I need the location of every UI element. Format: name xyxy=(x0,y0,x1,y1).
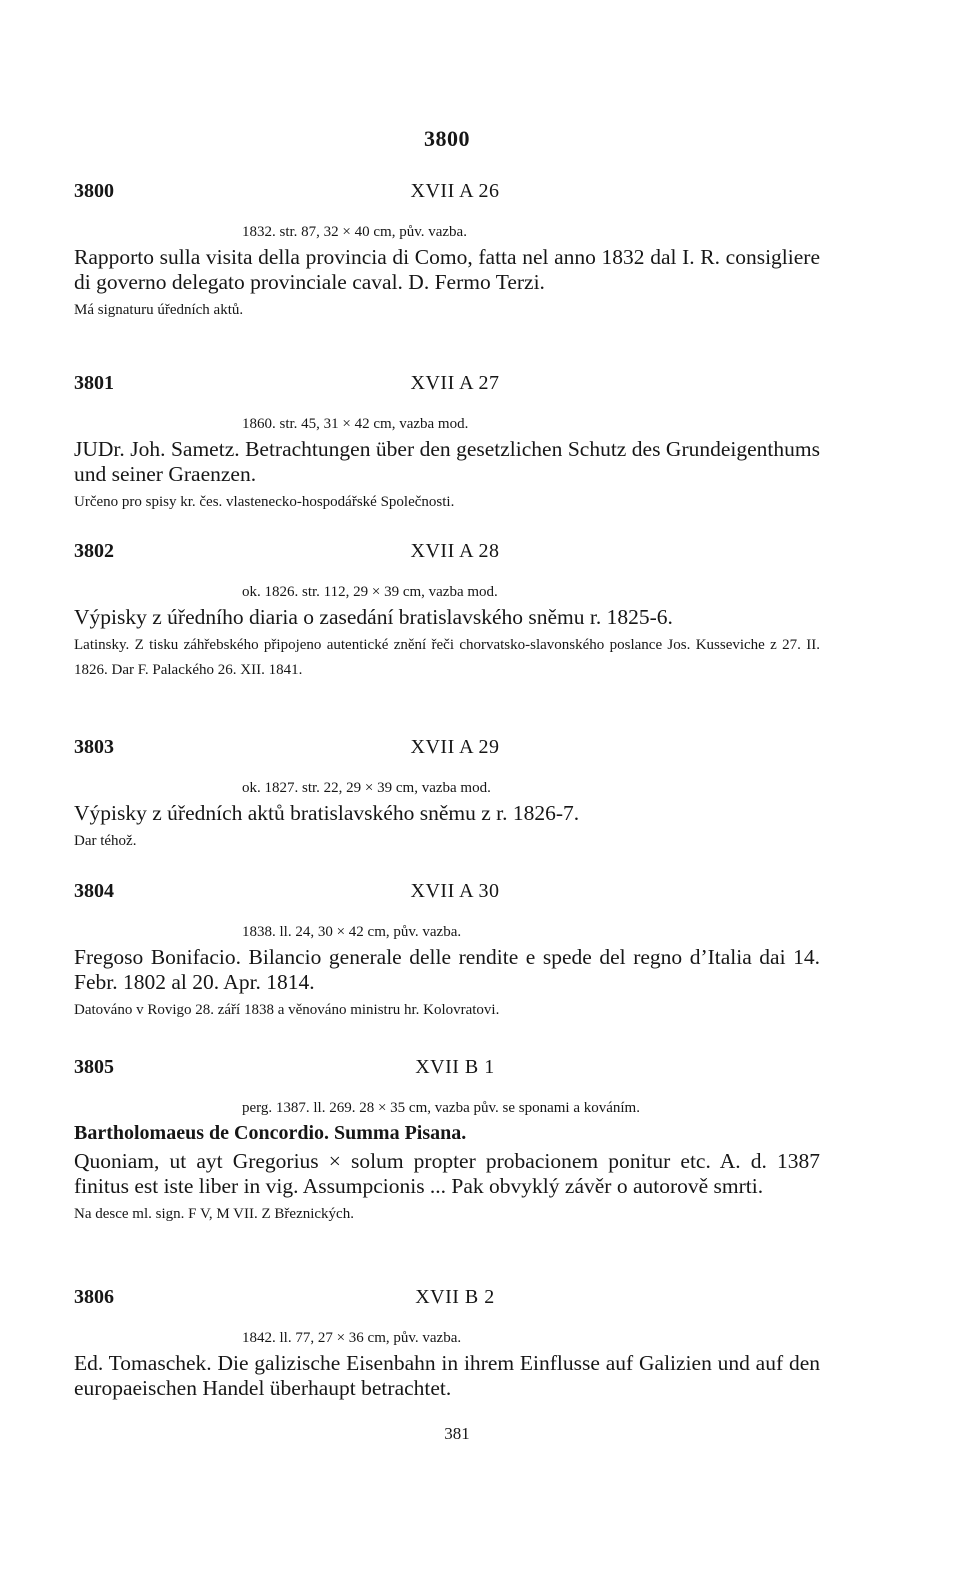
physical-description: 1842. ll. 77, 27 × 36 cm, pův. vazba. xyxy=(242,1330,462,1346)
entry-head xyxy=(74,1286,820,1316)
physical-description: ok. 1827. str. 22, 29 × 39 cm, vazba mod. xyxy=(242,780,491,796)
shelfmark: XVII A 30 xyxy=(410,880,500,902)
shelfmark: XVII A 29 xyxy=(410,736,500,758)
entry-incipit: Quoniam, ut ayt Gregorius × solum propter probacionem ponitur etc. A. d. 1387 finitus est iste liber in vig. Assumpcionis ... Pak obvyklý závěr o autorově smrti. xyxy=(74,1149,820,1198)
entry-title: Rapporto sulla visita della provincia di Como, fatta nel anno 1832 dal I. R. consigliere di governo delegato provinciale caval. D. Fermo Terzi. xyxy=(74,245,820,294)
physical-description: 1860. str. 45, 31 × 42 cm, vazba mod. xyxy=(242,416,469,432)
entry-head xyxy=(74,540,820,570)
entry-note: Latinsky. Z tisku záhřebského připojeno autentické znění řeči chorvatsko-slavonského poslance Jos. Kusseviche z 27. II. 1826. Dar F. Palackého 26. XII. 1841. xyxy=(74,637,820,678)
catalog-entry-3806 xyxy=(74,1286,820,1401)
catalog-entry-3801 xyxy=(74,372,820,515)
entry-note: Na desce ml. sign. F V, M VII. Z Březnických. xyxy=(74,1206,354,1222)
physical-description: 1838. ll. 24, 30 × 42 cm, pův. vazba. xyxy=(242,924,462,940)
entry-number: 3801 xyxy=(74,372,114,394)
physical-description: ok. 1826. str. 112, 29 × 39 cm, vazba mod. xyxy=(242,584,498,600)
entry-number: 3802 xyxy=(74,540,114,562)
shelfmark: XVII B 1 xyxy=(415,1056,495,1078)
entry-number: 3805 xyxy=(74,1056,114,1078)
entry-title: JUDr. Joh. Sametz. Betrachtungen über den gesetzlichen Schutz des Grundeigenthums und seiner Graenzen. xyxy=(74,437,820,486)
entry-note: Dar téhož. xyxy=(74,833,137,849)
shelfmark: XVII B 2 xyxy=(415,1286,495,1308)
page-number: 381 xyxy=(444,1424,470,1443)
catalog-entry-3804 xyxy=(74,880,820,1023)
catalog-entry-3800 xyxy=(74,180,820,323)
entry-note: Má signaturu úředních aktů. xyxy=(74,302,244,318)
entry-title: Výpisky z úředních aktů bratislavského sněmu z r. 1826-7. xyxy=(74,801,580,825)
entry-head xyxy=(74,880,820,910)
entry-title: Fregoso Bonifacio. Bilancio generale delle rendite e spede del regno d’Italia dai 14. Febr. 1802 al 20. Apr. 1814. xyxy=(74,945,820,994)
entry-head xyxy=(74,1056,820,1086)
entry-note: Určeno pro spisy kr. čes. vlastenecko-hospodářské Společnosti. xyxy=(74,494,455,510)
entry-head xyxy=(74,736,820,766)
catalog-entry-3805 xyxy=(74,1056,820,1227)
catalog-page xyxy=(74,0,820,1577)
entry-note: Datováno v Rovigo 28. září 1838 a věnováno ministru hr. Kolovratovi. xyxy=(74,1002,500,1018)
physical-description: perg. 1387. ll. 269. 28 × 35 cm, vazba pův. se sponami a kováním. xyxy=(242,1100,640,1116)
catalog-entry-3802 xyxy=(74,540,820,683)
shelfmark: XVII A 28 xyxy=(410,540,500,562)
entry-title: Bartholomaeus de Concordio. Summa Pisana. xyxy=(74,1122,467,1144)
entry-title: Ed. Tomaschek. Die galizische Eisenbahn in ihrem Einflusse auf Galizien und auf den europaeischen Handel überhaupt betrachtet. xyxy=(74,1351,820,1400)
catalog-entry-3803 xyxy=(74,736,820,854)
shelfmark: XVII A 27 xyxy=(410,372,500,394)
shelfmark: XVII A 26 xyxy=(410,180,500,202)
entry-number: 3800 xyxy=(74,180,114,202)
entry-head xyxy=(74,372,820,402)
entry-number: 3806 xyxy=(74,1286,114,1308)
entry-number: 3804 xyxy=(74,880,114,902)
physical-description: 1832. str. 87, 32 × 40 cm, pův. vazba. xyxy=(242,224,467,240)
entry-title: Výpisky z úředního diaria o zasedání bratislavského sněmu r. 1825-6. xyxy=(74,605,673,629)
running-head: 3800 xyxy=(424,126,470,151)
entry-number: 3803 xyxy=(74,736,114,758)
entry-head xyxy=(74,180,820,210)
